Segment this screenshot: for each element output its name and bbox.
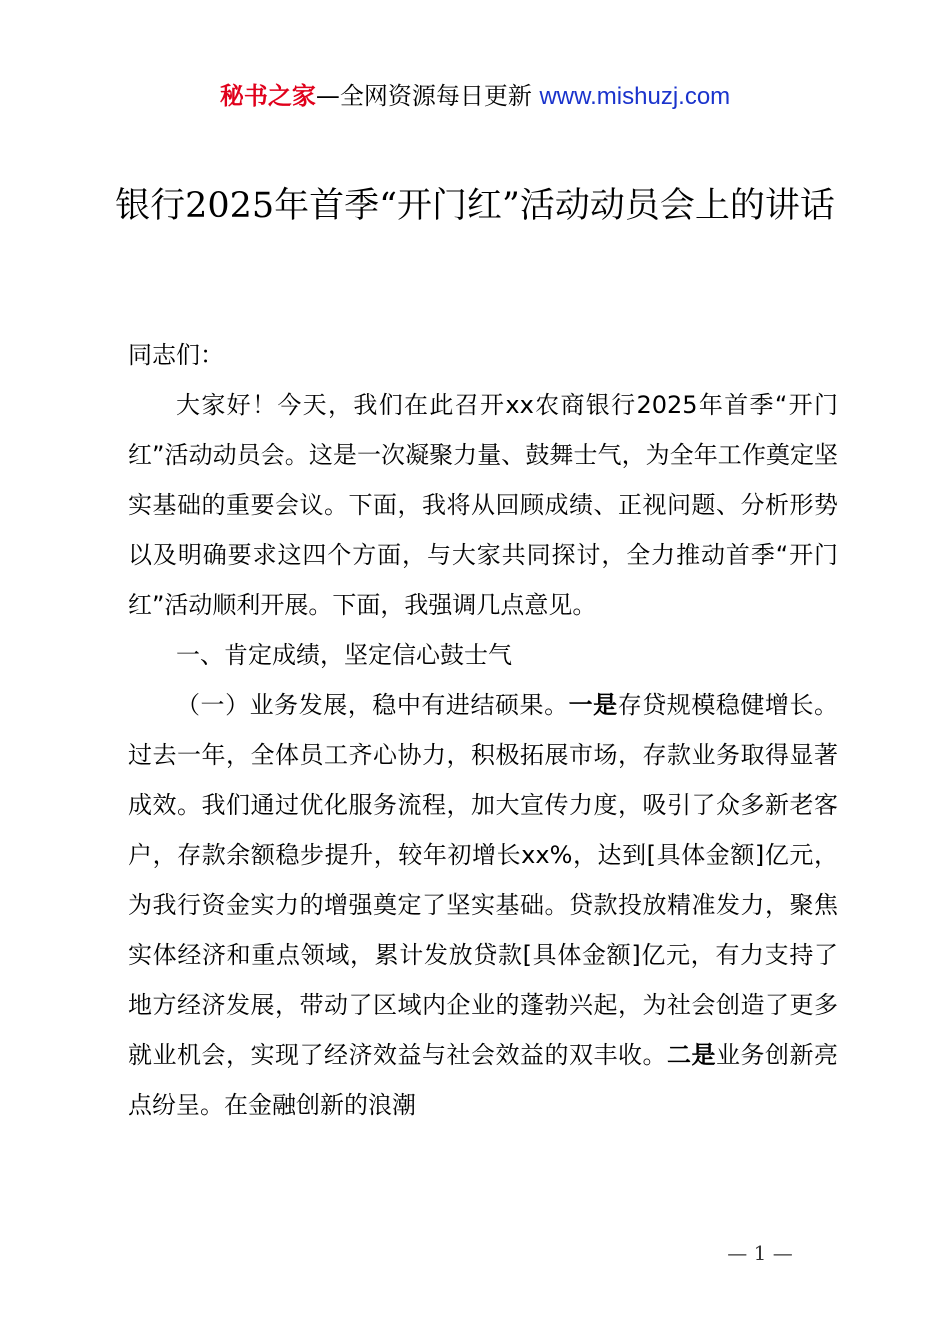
brand-name: 秘书之家 [219,82,316,110]
document-title: 银行2025年首季“开门红”活动动员会上的讲话 [115,186,835,226]
page-number: — 1 — [727,1241,793,1265]
document-body [128,330,838,1130]
point-label-2: 二是 [667,1041,716,1069]
section-heading: 一、肯定成绩，坚定信心鼓士气 [176,641,512,669]
point-text-2: 业务创新亮点纷呈。在金融创新的浪潮 [128,1041,838,1119]
subsection-paragraph [128,680,838,1130]
header-tagline: —全网资源每日更新 [315,82,540,110]
website-link[interactable]: www.mishuzj.com [539,83,731,110]
point-label-1: 一是 [568,691,618,719]
subsection-lead: （一）业务发展，稳中有进结硕果。 [176,691,569,719]
intro-paragraph: 大家好！今天，我们在此召开xx农商银行2025年首季“开门红”活动动员会。这是一次凝聚力量、鼓舞士气，为全年工作奠定坚实基础的重要会议。下面，我将从回顾成绩、正视问题、分析形势以及明确要求这四个方面，与大家共同探讨，全力推动首季“开门红”活动顺利开展。下面，我强调几点意见。 [128,391,838,619]
point-text-1: 存贷规模稳健增长。过去一年，全体员工齐心协力，积极拓展市场，存款业务取得显著成效。我们通过优化服务流程，加大宣传力度，吸引了众多新老客户，存款余额稳步提升，较年初增长xx%，达到[具体金额]亿元，为我行资金实力的增强奠定了坚实基础。贷款投放精准发力，聚焦实体经济和重点领域，累计发放贷款[具体金额]亿元，有力支持了地方经济发展，带动了区域内企业的蓬勃兴起，为社会创造了更多就业机会，实现了经济效益与社会效益的双丰收。 [128,691,839,1069]
salutation: 同志们： [128,341,224,369]
site-header [0,80,950,113]
